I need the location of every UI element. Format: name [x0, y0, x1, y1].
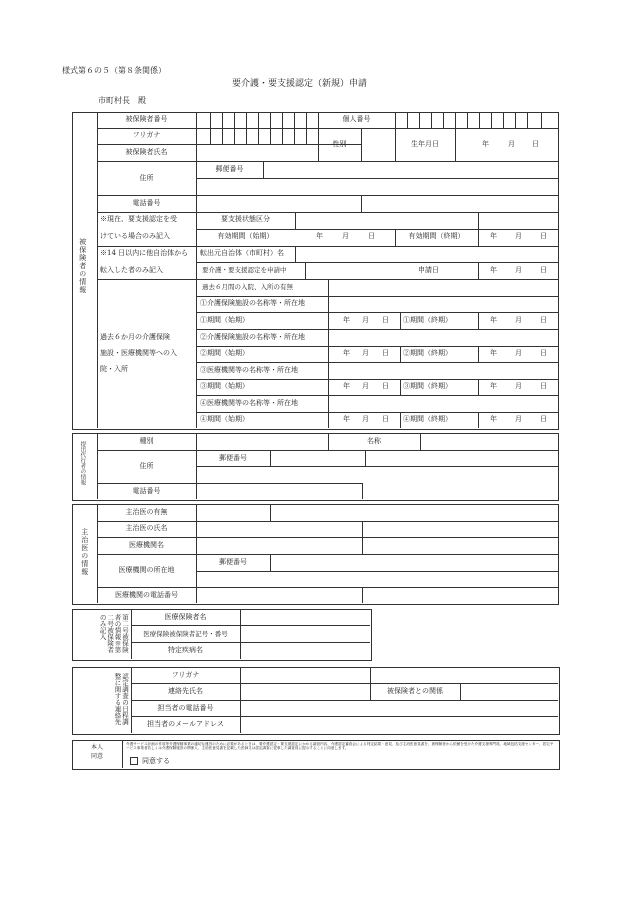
secondary-section-label: 第二号被保険者の情報※第二号被保険者のみ記入 — [98, 614, 129, 653]
address-label: 住所 — [139, 174, 154, 182]
p3e-day: 日 — [540, 382, 547, 390]
insurer-name-label: 医療保険者名 — [164, 613, 207, 621]
valid-start-label: 有効期間（始期） — [217, 232, 274, 240]
application-day: 日 — [540, 266, 547, 274]
p2s-month: 月 — [362, 349, 369, 357]
period-4-start-label: ④期間（始期） — [200, 415, 249, 423]
moved-note-1: ※14 日以内に他自治体から — [100, 249, 189, 257]
doctor-section-label: 主治医の情報 — [80, 528, 89, 576]
p4s-day: 日 — [382, 415, 389, 423]
birth-year-unit: 年 — [482, 140, 489, 148]
staff-email-label: 担当者のメールアドレス — [147, 720, 224, 728]
addressee: 市町村長 殿 — [98, 96, 146, 105]
consent-label: 同意 — [90, 753, 103, 760]
p3e-month: 月 — [515, 382, 522, 390]
p3s-month: 月 — [362, 382, 369, 390]
p4e-month: 月 — [515, 415, 522, 423]
period-4-end-label: ④期間（終期） — [403, 415, 452, 423]
consent-text: 介護サービス計画の作成等介護保険事業の適切な運営のために必要があるときは、要介護認定・要支援認定にかかる調査内容、介護認定審査会による判定結果・意見、及び主治医意見書を、被保険者から依頼を受けた介護支援専門員、地域包括支援センター、居宅サービス事業者若しくは介護保険施設の関係人、主治医意見書を記載した医師又は認定調査に従事した調査員に提示することに同意します。 — [126, 742, 554, 751]
gender-label: 性別 — [332, 140, 347, 148]
p2s-year: 年 — [343, 349, 350, 357]
relation-label: 被保険者との関係 — [387, 687, 443, 695]
p2s-day: 日 — [382, 349, 389, 357]
p1s-year: 年 — [343, 316, 350, 324]
p3s-day: 日 — [382, 382, 389, 390]
moved-note-2: 転入した者のみ記入 — [100, 266, 163, 274]
valid-start-day: 日 — [368, 232, 375, 240]
contact-furigana-label: フリガナ — [171, 671, 200, 679]
valid-end-label: 有効期間（終期） — [408, 232, 465, 240]
facility-label-3: 院・入所 — [100, 365, 128, 373]
period-3-end-label: ③期間（終期） — [403, 382, 452, 390]
doctor-postal-label: 郵便番号 — [219, 558, 247, 566]
address-postal-label: 郵便番号 — [215, 165, 244, 173]
p2e-month: 月 — [515, 349, 522, 357]
phone-label: 電話番号 — [132, 199, 161, 207]
current-cert-note-2: けている場合のみ記入 — [100, 232, 170, 240]
p2e-day: 日 — [540, 349, 547, 357]
valid-end-month: 月 — [515, 232, 522, 240]
origin-municipality-label: 転出元自治体（市町村）名 — [200, 249, 284, 257]
insured-number-label: 被保険者番号 — [125, 115, 168, 123]
birth-month-unit: 月 — [508, 140, 515, 148]
facility-label-1: 過去６か月の介護保険 — [100, 333, 170, 341]
checkbox-icon[interactable] — [130, 757, 138, 765]
p1s-month: 月 — [362, 316, 369, 324]
form-number: 様式第６の５（第８条関係） — [62, 66, 166, 75]
support-level-label: 要支援状態区分 — [221, 215, 270, 223]
facility-label-2: 施設・医療機関等への入 — [100, 349, 177, 357]
institution-address-label: 医療機関の所在地 — [118, 566, 175, 574]
contact-section-label: 認定調査の日程調整に関する連絡先 — [113, 673, 129, 725]
furigana-label: フリガナ — [132, 131, 161, 139]
period-2-start-label: ②期間（始期） — [200, 349, 249, 357]
p3e-year: 年 — [490, 382, 497, 390]
application-month: 月 — [515, 266, 522, 274]
institution-phone-label: 医療機関の電話番号 — [115, 591, 178, 599]
current-cert-note-1: ※現在、要支援認定を受 — [100, 215, 177, 223]
application-year: 年 — [490, 266, 497, 274]
insured-section-label: 被保険者の情報 — [78, 238, 87, 294]
staff-phone-label: 担当者の電話番号 — [157, 704, 214, 712]
p4e-day: 日 — [540, 415, 547, 423]
has-doctor-label: 主治医の有無 — [125, 508, 168, 516]
application-date-label: 申請日 — [418, 266, 439, 274]
submitter-postal-label: 郵便番号 — [219, 454, 247, 462]
birth-day-unit: 日 — [532, 140, 539, 148]
p2e-year: 年 — [490, 349, 497, 357]
p1e-month: 月 — [515, 316, 522, 324]
disease-label: 特定疾病名 — [168, 646, 203, 654]
period-2-end-label: ②期間（終期） — [403, 349, 452, 357]
past-admission-label: 過去６月間の入院、入所の有無 — [202, 283, 293, 291]
insured-name-label: 被保険者氏名 — [125, 148, 168, 156]
doctor-name-label: 主治医の氏名 — [125, 524, 168, 532]
consent-label-self: 本人 — [90, 744, 103, 751]
submitter-section-label: 提出代行者の情報 — [79, 441, 86, 485]
period-3-start-label: ③期間（始期） — [200, 382, 249, 390]
contact-name-label: 連絡先氏名 — [168, 687, 203, 695]
agree-checkbox[interactable] — [130, 757, 170, 765]
valid-end-year: 年 — [490, 232, 497, 240]
form-title: 要介護・要支援認定（新規）申請 — [232, 79, 368, 89]
personal-number-label: 個人番号 — [342, 115, 371, 123]
birth-date-label: 生年月日 — [411, 140, 439, 148]
applying-note: 要介護・要支援認定を申請中 — [202, 266, 287, 274]
period-1-end-label: ①期間（終期） — [403, 316, 452, 324]
facility-1-label: ①介護保険施設の名称等・所在地 — [200, 299, 305, 307]
submitter-address-label: 住所 — [139, 462, 154, 470]
valid-start-year: 年 — [316, 232, 323, 240]
p4e-year: 年 — [490, 415, 497, 423]
submitter-phone-label: 電話番号 — [132, 487, 161, 495]
p1s-day: 日 — [382, 316, 389, 324]
institution-name-label: 医療機関名 — [129, 541, 164, 549]
valid-end-day: 日 — [540, 232, 547, 240]
submitter-type-label: 種別 — [139, 437, 154, 445]
p3s-year: 年 — [343, 382, 350, 390]
facility-4-label: ④医療機関等の名称等・所在地 — [200, 399, 298, 407]
p1e-day: 日 — [540, 316, 547, 324]
facility-2-label: ②介護保険施設の名称等・所在地 — [200, 333, 305, 341]
insured-symbol-label: 医療保険被保険者記号・番号 — [143, 630, 228, 638]
submitter-name-label: 名称 — [367, 437, 381, 445]
agree-label: 同意する — [142, 757, 170, 765]
p4s-month: 月 — [362, 415, 369, 423]
valid-start-month: 月 — [342, 232, 349, 240]
p4s-year: 年 — [343, 415, 350, 423]
period-1-start-label: ①期間（始期） — [200, 316, 249, 324]
p1e-year: 年 — [490, 316, 497, 324]
facility-3-label: ③医療機関等の名称等・所在地 — [200, 366, 298, 374]
